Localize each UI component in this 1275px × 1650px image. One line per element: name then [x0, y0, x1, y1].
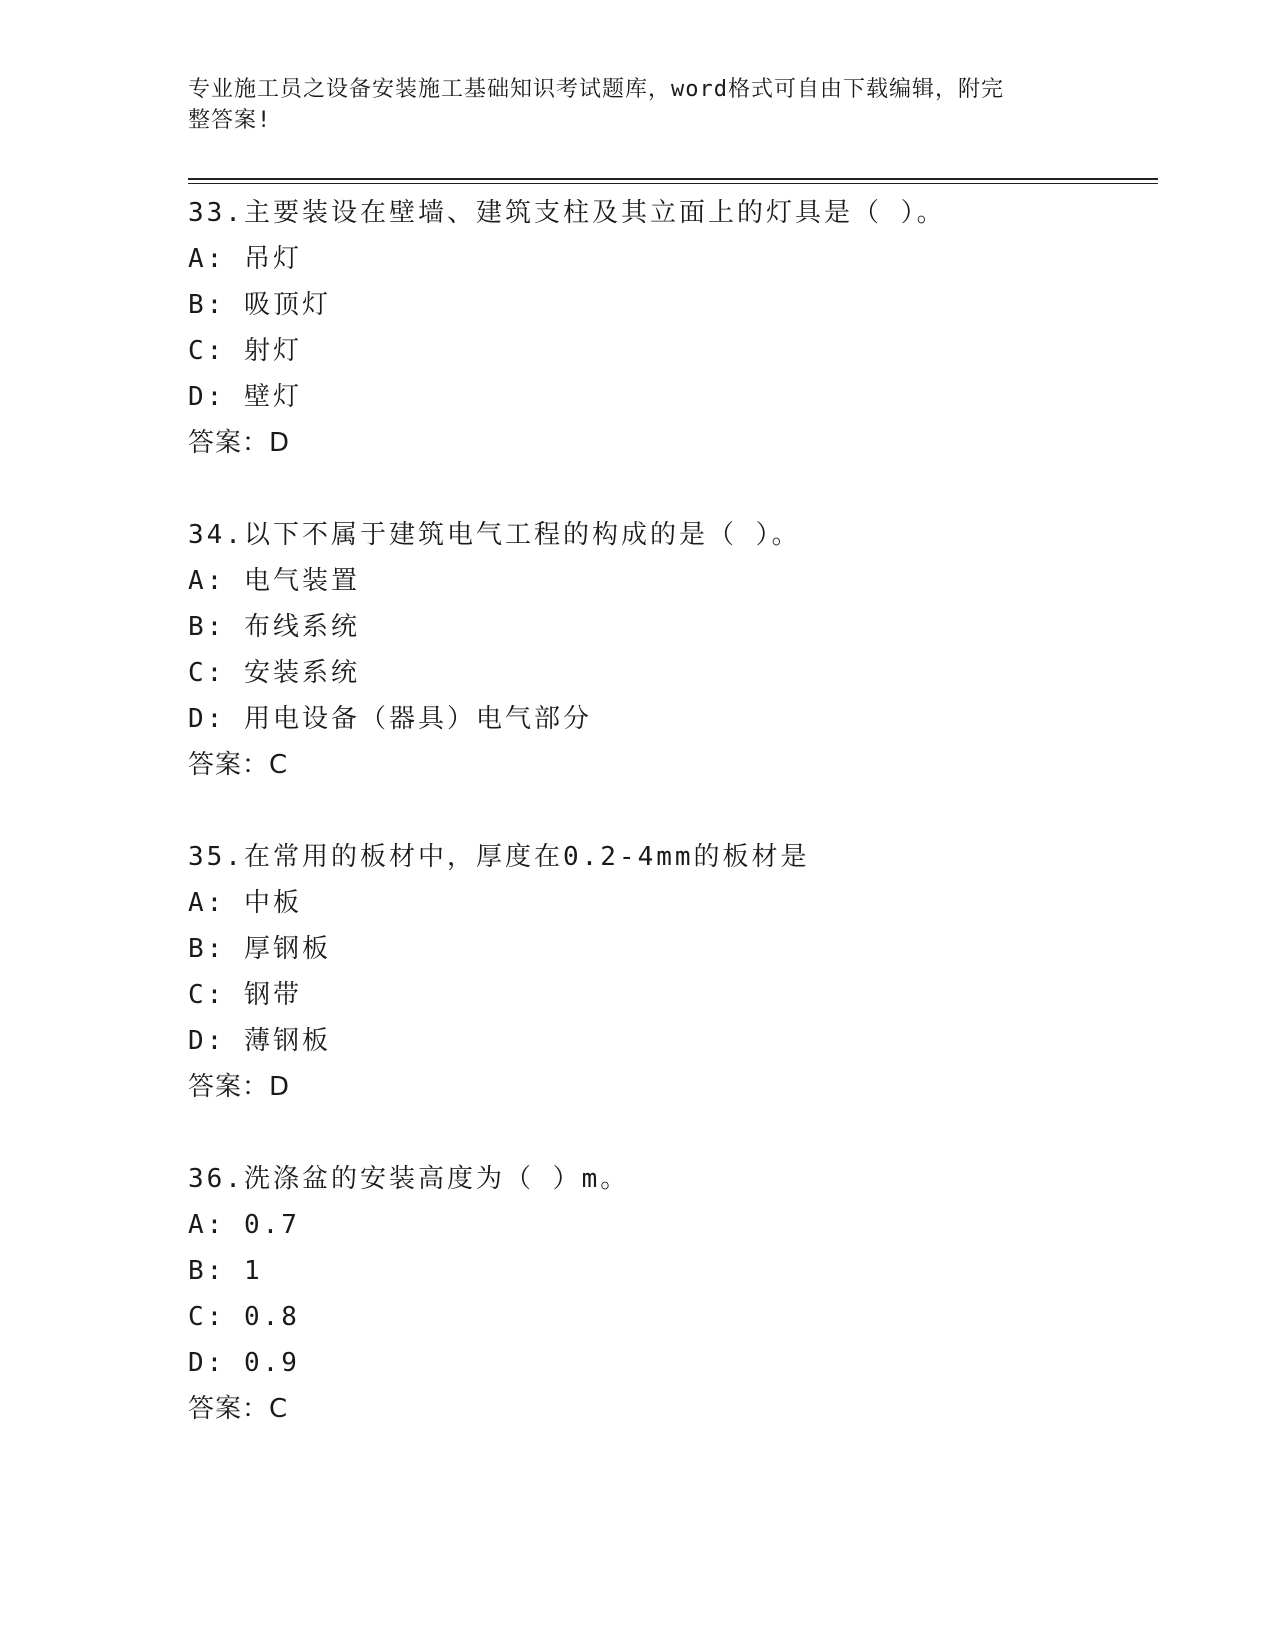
- option-b: B: 布线系统: [188, 612, 360, 642]
- header-text-line-2: 整答案!: [188, 108, 272, 133]
- header-text-line-1: 专业施工员之设备安装施工基础知识考试题库，word格式可自由下载编辑，附完: [188, 77, 1004, 102]
- question-stem: 35.在常用的板材中，厚度在0.2-4mm的板材是: [188, 842, 810, 872]
- option-a: A: 0.7: [188, 1210, 300, 1240]
- option-a: A: 电气装置: [188, 566, 360, 596]
- question-list: [188, 190, 1158, 1478]
- option-b: B: 吸顶灯: [188, 290, 331, 320]
- option-c: C: 钢带: [188, 980, 302, 1010]
- answer-line: 答案：C: [188, 1394, 289, 1424]
- answer-line: 答案：C: [188, 750, 289, 780]
- option-a: A: 中板: [188, 888, 302, 918]
- question-stem: 33.主要装设在壁墙、建筑支柱及其立面上的灯具是（ ）。: [188, 198, 946, 228]
- header-divider-thick: [188, 178, 1158, 180]
- header-divider-thin: [188, 183, 1158, 184]
- option-d: D: 用电设备（器具）电气部分: [188, 704, 592, 734]
- document-header: [188, 74, 1068, 136]
- question-35: [188, 834, 1158, 1110]
- option-a: A: 吊灯: [188, 244, 302, 274]
- option-c: C: 安装系统: [188, 658, 360, 688]
- option-d: D: 壁灯: [188, 382, 302, 412]
- option-b: B: 1: [188, 1256, 263, 1286]
- question-stem: 34.以下不属于建筑电气工程的构成的是（ ）。: [188, 520, 801, 550]
- question-36: [188, 1156, 1158, 1432]
- answer-line: 答案：D: [188, 1072, 291, 1102]
- question-stem: 36.洗涤盆的安装高度为（ ）m。: [188, 1164, 630, 1194]
- answer-line: 答案：D: [188, 428, 291, 458]
- option-c: C: 射灯: [188, 336, 302, 366]
- option-d: D: 薄钢板: [188, 1026, 331, 1056]
- option-b: B: 厚钢板: [188, 934, 331, 964]
- question-33: [188, 190, 1158, 466]
- option-d: D: 0.9: [188, 1348, 300, 1378]
- option-c: C: 0.8: [188, 1302, 300, 1332]
- question-34: [188, 512, 1158, 788]
